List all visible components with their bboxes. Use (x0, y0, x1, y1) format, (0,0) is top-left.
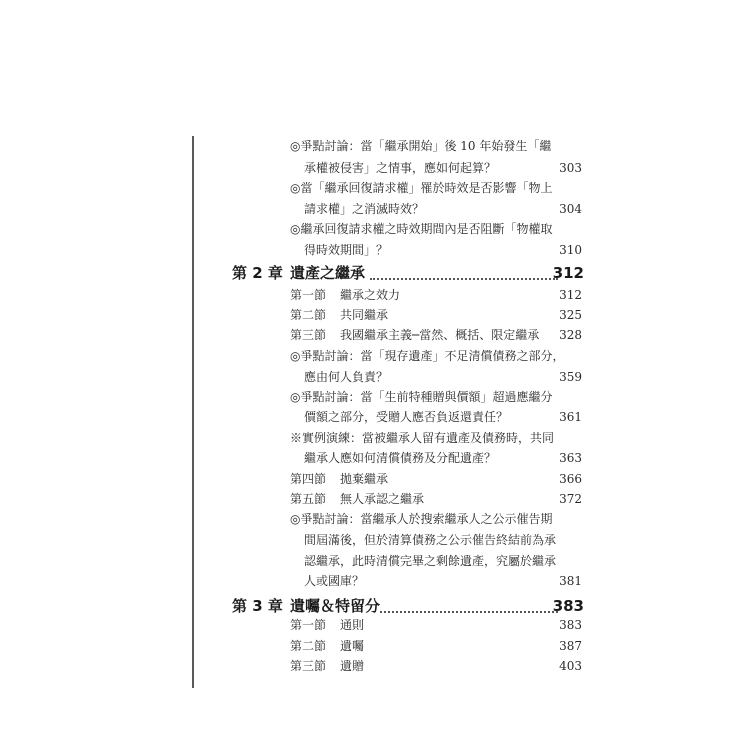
page-number: 403 (559, 659, 582, 673)
discussion-item-line: 得時效期間」？ (304, 243, 389, 257)
discussion-item-line: 人或國庫？ (304, 574, 365, 588)
discussion-item-line: 價額之部分，受贈人應否負返還責任？ (304, 410, 509, 424)
section-title: 通則 (340, 618, 365, 632)
page-number: 359 (559, 370, 582, 384)
section-label: 第二節 (290, 308, 327, 322)
page-number: 381 (559, 574, 582, 588)
section-label: 第三節 (290, 659, 327, 673)
page-number: 361 (559, 410, 582, 424)
section-title: 繼承之效力 (340, 288, 401, 302)
page-number: 383 (559, 618, 582, 632)
page-number: 328 (559, 328, 582, 342)
section-label: 第一節 (290, 288, 327, 302)
section-label: 第一節 (290, 618, 327, 632)
chapter-page-number: 312 (552, 264, 584, 282)
practice-item-line: ※實例演練：當被繼承人留有遺產及債務時，共同 (290, 431, 555, 445)
chapter-label: 第 3 章 (232, 597, 283, 615)
section-title: 無人承認之繼承 (340, 492, 425, 506)
section-title: 拋棄繼承 (340, 472, 389, 486)
discussion-item-line: 間屆滿後，但於清算債務之公示催告終結前為承 (304, 533, 557, 547)
page-number: 366 (559, 472, 582, 486)
section-title: 遺囑 (340, 639, 365, 653)
discussion-item-line: 承權被侵害」之情事，應如何起算？ (304, 161, 497, 175)
discussion-item-line: 應由何人負責？ (304, 370, 389, 384)
dot-leader (380, 609, 558, 613)
section-label: 第三節 (290, 328, 327, 342)
chapter-title: 遺產之繼承 (290, 264, 366, 282)
page-number: 310 (559, 243, 582, 257)
discussion-item-line: ◎爭點討論：當繼承人於搜索繼承人之公示催告期 (290, 512, 553, 526)
section-label: 第四節 (290, 472, 327, 486)
chapter-title: 遺囑＆特留分 (290, 597, 381, 615)
page-number: 304 (559, 202, 582, 216)
discussion-item-line: ◎爭點討論：當「繼承開始」後 10 年始發生「繼 (290, 139, 552, 153)
practice-item-line: 繼承人應如何清償債務及分配遺產？ (304, 451, 497, 465)
discussion-item-line: 請求權」之消滅時效？ (304, 202, 425, 216)
section-title: 我國繼承主義─當然、概括、限定繼承 (340, 328, 540, 342)
discussion-item-line: ◎爭點討論：當「生前特種贈與價額」超過應繼分 (290, 390, 553, 404)
page-number: 303 (559, 161, 582, 175)
discussion-item-line: ◎當「繼承回復請求權」罹於時效是否影響「物上 (290, 181, 553, 195)
page-number: 387 (559, 639, 582, 653)
section-title: 共同繼承 (340, 308, 389, 322)
page-number: 312 (559, 288, 582, 302)
section-label: 第五節 (290, 492, 327, 506)
chapter-label: 第 2 章 (232, 264, 283, 282)
section-label: 第二節 (290, 639, 327, 653)
page-number: 363 (559, 451, 582, 465)
dot-leader (370, 276, 558, 280)
page-number: 372 (559, 492, 582, 506)
discussion-item-line: ◎繼承回復請求權之時效期間內是否阻斷「物權取 (290, 222, 553, 236)
page-number: 325 (559, 308, 582, 322)
discussion-item-line: ◎爭點討論：當「現存遺產」不足清償債務之部分， (290, 349, 565, 363)
chapter-page-number: 383 (552, 597, 584, 615)
section-title: 遺贈 (340, 659, 365, 673)
discussion-item-line: 認繼承，此時清償完畢之剩餘遺產，究屬於繼承 (304, 554, 557, 568)
